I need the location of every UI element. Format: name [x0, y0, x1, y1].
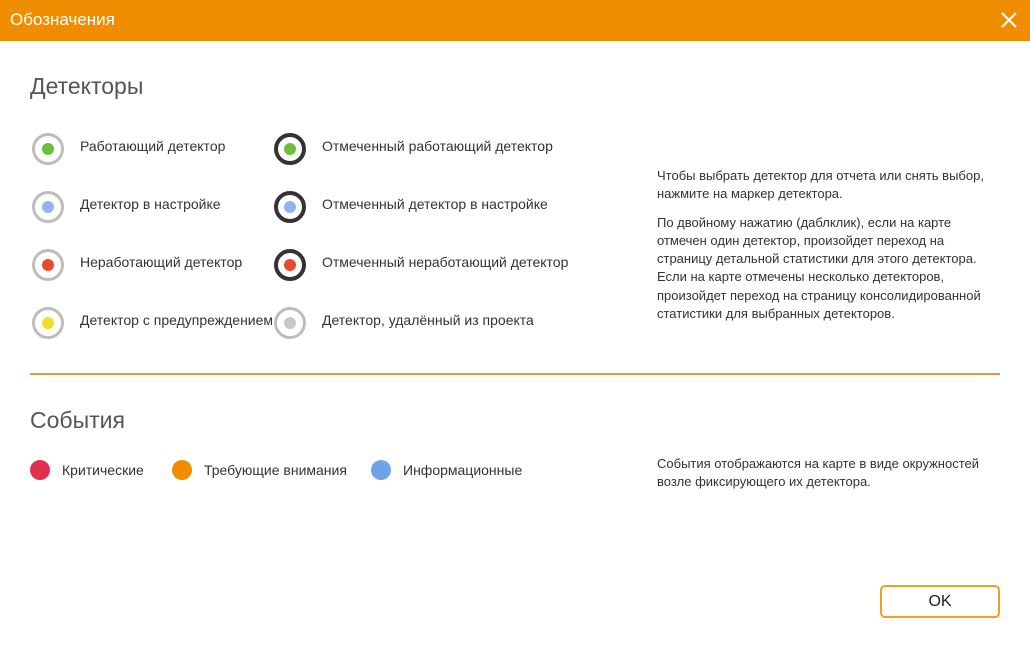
- detector-label-selected-not-working: Отмеченный неработающий детектор: [322, 254, 569, 270]
- detector-dot: [42, 317, 54, 329]
- detector-label-warning: Детектор с предупреждением: [80, 312, 274, 328]
- detector-dot: [284, 259, 296, 271]
- detector-marker-selected-configuring[interactable]: [274, 191, 306, 223]
- event-dot-critical: [30, 460, 50, 480]
- events-heading: События: [30, 407, 125, 433]
- event-dot-attention: [172, 460, 192, 480]
- dialog-title: Обозначения: [10, 10, 115, 29]
- detector-label-working: Работающий детектор: [80, 138, 226, 154]
- close-icon[interactable]: [998, 9, 1020, 31]
- detector-dot: [284, 317, 296, 329]
- detector-marker-removed[interactable]: [274, 307, 306, 339]
- detector-marker-configuring[interactable]: [32, 191, 64, 223]
- event-label-attention: Требующие внимания: [204, 462, 347, 478]
- section-divider: [30, 373, 1000, 375]
- detectors-heading: Детекторы: [30, 73, 144, 99]
- event-label-critical: Критические: [62, 462, 144, 478]
- detector-marker-not-working[interactable]: [32, 249, 64, 281]
- detector-dot: [284, 201, 296, 213]
- detector-dot: [284, 143, 296, 155]
- detector-dot: [42, 143, 54, 155]
- detector-dot: [42, 259, 54, 271]
- detectors-info-doubleclick: По двойному нажатию (даблклик), если на карте отмечен один детектор, произойдет переход на страницу детальной статистики для этого детектора. Если на карте отмечены несколько детекторов, произойдет переход на страницу консолидированной статистики для выбранных детекторов.: [657, 214, 981, 322]
- detector-label-selected-configuring: Отмеченный детектор в настройке: [322, 196, 548, 212]
- detector-label-selected-working: Отмеченный работающий детектор: [322, 138, 553, 154]
- detector-marker-selected-working[interactable]: [274, 133, 306, 165]
- ok-button[interactable]: OK: [880, 585, 1000, 618]
- detector-dot: [42, 201, 54, 213]
- detectors-info-select: Чтобы выбрать детектор для отчета или снять выбор, нажмите на маркер детектора.: [657, 168, 984, 202]
- events-info-text: События отображаются на карте в виде окружностей возле фиксирующего их детектора.: [657, 456, 979, 490]
- detector-marker-working[interactable]: [32, 133, 64, 165]
- event-dot-info: [371, 460, 391, 480]
- detector-label-not-working: Неработающий детектор: [80, 254, 243, 270]
- detector-marker-selected-not-working[interactable]: [274, 249, 306, 281]
- detectors-info: [657, 167, 987, 323]
- detector-label-removed: Детектор, удалённый из проекта: [322, 312, 534, 328]
- events-info: [657, 455, 987, 492]
- detector-label-configuring: Детектор в настройке: [80, 196, 221, 212]
- dialog-titlebar: [0, 0, 1030, 41]
- event-label-info: Информационные: [403, 462, 523, 478]
- detector-marker-warning[interactable]: [32, 307, 64, 339]
